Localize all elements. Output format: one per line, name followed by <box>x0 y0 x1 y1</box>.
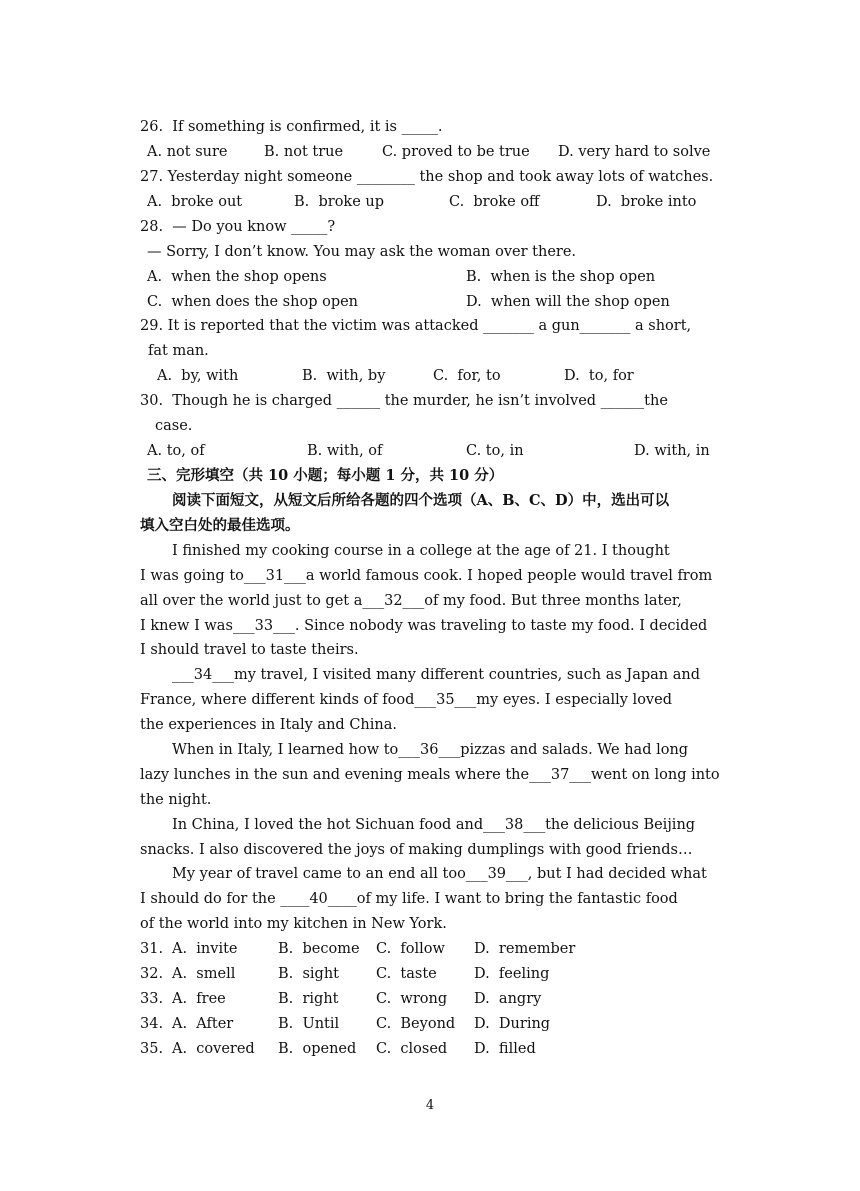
cloze-33-option-a: A. free <box>172 991 226 1007</box>
cloze-34-option-a: A. After <box>172 1016 234 1032</box>
cloze-33-option-b: B. right <box>278 991 339 1007</box>
cloze-31-option-b: B. become <box>278 941 360 957</box>
cloze-31-option-a: A. invite <box>172 941 238 957</box>
passage-line: I knew I was___33___. Since nobody was traveling to taste my food. I decided <box>140 618 708 634</box>
q27-option-a: A. broke out <box>147 194 243 210</box>
q27-option-c: C. broke off <box>449 194 540 210</box>
q26-option-b: B. not true <box>264 144 344 160</box>
q28-option-c: C. when does the shop open <box>147 294 359 310</box>
passage-line: snacks. I also discovered the joys of making dumplings with good friends… <box>140 842 693 858</box>
passage-line: I finished my cooking course in a college at the age of 21. I thought <box>172 543 670 559</box>
passage-line: the experiences in Italy and China. <box>140 717 397 733</box>
question-28-stem: 28. — Do you know _____? <box>140 219 336 235</box>
q29-option-c: C. for, to <box>433 368 501 384</box>
cloze-31-number: 31. <box>140 941 164 957</box>
q26-option-a: A. not sure <box>147 144 228 160</box>
cloze-34-option-b: B. Until <box>278 1016 340 1032</box>
q29-option-a: A. by, with <box>157 368 239 384</box>
cloze-32-number: 32. <box>140 966 164 982</box>
q27-option-b: B. broke up <box>294 194 385 210</box>
cloze-32-option-a: A. smell <box>172 966 236 982</box>
page-number: 4 <box>425 1098 435 1113</box>
q27-option-d: D. broke into <box>596 194 697 210</box>
cloze-35-option-b: B. opened <box>278 1041 357 1057</box>
section-3-title: 三、完形填空（共 10 小题；每小题 1 分，共 10 分） <box>147 467 504 484</box>
q30-option-b: B. with, of <box>307 443 383 459</box>
cloze-32-option-b: B. sight <box>278 966 340 982</box>
question-27-stem: 27. Yesterday night someone ________ the shop and took away lots of watches. <box>140 169 714 185</box>
passage-line: My year of travel came to an end all too___39___, but I had decided what <box>172 866 707 882</box>
cloze-35-option-c: C. closed <box>376 1041 448 1057</box>
question-26-stem: 26. If something is confirmed, it is _____. <box>140 119 443 135</box>
passage-line: In China, I loved the hot Sichuan food and___38___the delicious Beijing <box>172 817 696 833</box>
cloze-33-option-c: C. wrong <box>376 991 448 1007</box>
section-3-instruction-line1: 阅读下面短文，从短文后所给各题的四个选项（A、B、C、D）中，选出可以 <box>172 492 670 509</box>
passage-line: I was going to___31___a world famous cook. I hoped people would travel from <box>140 568 713 584</box>
passage-line: When in Italy, I learned how to___36___pizzas and salads. We had long <box>172 742 689 758</box>
q28-option-d: D. when will the shop open <box>466 294 670 310</box>
question-30-stem: 30. Though he is charged ______ the murder, he isn’t involved ______the <box>140 393 668 409</box>
cloze-31-option-d: D. remember <box>474 941 576 957</box>
cloze-34-option-d: D. During <box>474 1016 551 1032</box>
cloze-35-option-d: D. filled <box>474 1041 536 1057</box>
cloze-35-number: 35. <box>140 1041 164 1057</box>
question-29-stem-cont: fat man. <box>148 343 209 359</box>
q29-option-d: D. to, for <box>564 368 634 384</box>
q30-option-d: D. with, in <box>634 443 710 459</box>
cloze-33-number: 33. <box>140 991 164 1007</box>
q30-option-a: A. to, of <box>147 443 205 459</box>
section-3-instruction-line2: 填入空白处的最佳选项。 <box>140 517 300 534</box>
passage-line: lazy lunches in the sun and evening meals where the___37___went on long into <box>140 767 720 783</box>
question-29-stem: 29. It is reported that the victim was attacked _______ a gun_______ a short, <box>140 318 692 334</box>
passage-line: of the world into my kitchen in New York. <box>140 916 447 932</box>
cloze-32-option-c: C. taste <box>376 966 437 982</box>
cloze-31-option-c: C. follow <box>376 941 445 957</box>
q29-option-b: B. with, by <box>302 368 386 384</box>
cloze-33-option-d: D. angry <box>474 991 542 1007</box>
cloze-35-option-a: A. covered <box>172 1041 255 1057</box>
question-28-dialogue: — Sorry, I don’t know. You may ask the woman over there. <box>147 244 577 260</box>
q30-option-c: C. to, in <box>466 443 524 459</box>
cloze-34-option-c: C. Beyond <box>376 1016 456 1032</box>
passage-line: the night. <box>140 792 212 808</box>
cloze-32-option-d: D. feeling <box>474 966 550 982</box>
passage-line: France, where different kinds of food___35___my eyes. I especially loved <box>140 692 672 708</box>
passage-line: I should travel to taste theirs. <box>140 642 359 658</box>
question-30-stem-cont: case. <box>155 418 193 434</box>
passage-line: all over the world just to get a___32___of my food. But three months later, <box>140 593 682 609</box>
passage-line: I should do for the ____40____of my life. I want to bring the fantastic food <box>140 891 678 907</box>
q26-option-d: D. very hard to solve <box>558 144 711 160</box>
q28-option-a: A. when the shop opens <box>147 269 327 285</box>
q28-option-b: B. when is the shop open <box>466 269 656 285</box>
q26-option-c: C. proved to be true <box>382 144 530 160</box>
passage-line: ___34___my travel, I visited many different countries, such as Japan and <box>172 667 701 683</box>
cloze-34-number: 34. <box>140 1016 164 1032</box>
